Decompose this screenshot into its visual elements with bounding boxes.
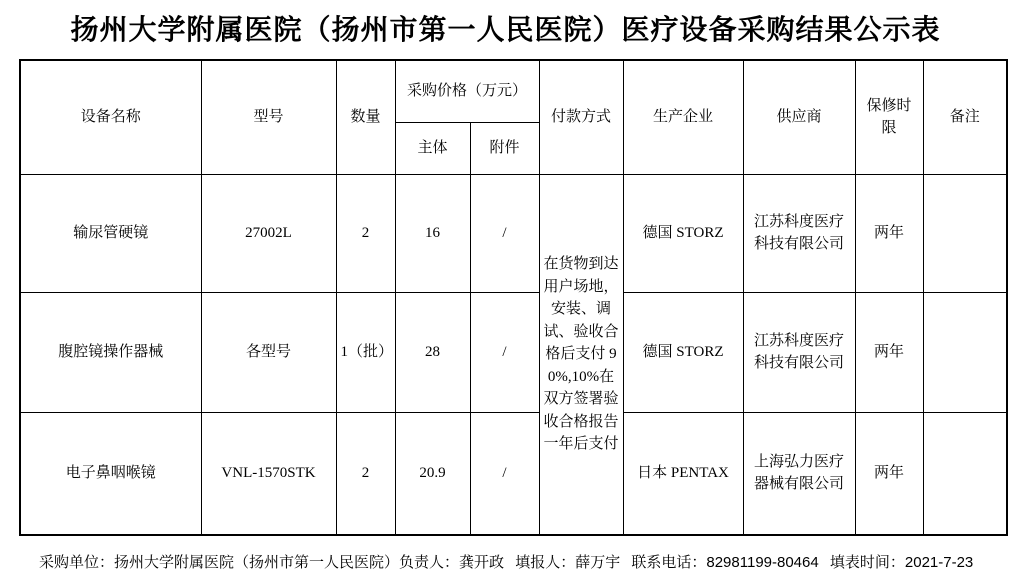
cell-model: 27002L [201,174,336,292]
cell-manufacturer: 日本 PENTAX [623,412,743,535]
header-price-accessory: 附件 [470,122,539,174]
cell-price-main: 28 [395,292,470,412]
cell-price-accessory: / [470,292,539,412]
cell-supplier: 上海弘力医疗器械有限公司 [743,412,855,535]
cell-manufacturer: 德国 STORZ [623,174,743,292]
header-supplier: 供应商 [743,60,855,174]
table-row [20,412,1007,535]
footer-date: 填表时间：2021-7-23 [829,554,974,571]
cell-price-accessory: / [470,412,539,535]
footer-phone: 联系电话：82981199-80464 [631,554,819,571]
table-row [20,292,1007,412]
cell-warranty: 两年 [855,174,923,292]
header-manufacturer: 生产企业 [623,60,743,174]
cell-supplier: 江苏科度医疗科技有限公司 [743,292,855,412]
cell-quantity: 2 [336,412,395,535]
cell-warranty: 两年 [855,292,923,412]
header-remarks: 备注 [923,60,1007,174]
cell-manufacturer: 德国 STORZ [623,292,743,412]
cell-price-main: 16 [395,174,470,292]
cell-device: 输尿管硬镜 [20,174,201,292]
table-row [20,174,1007,292]
header-warranty: 保修时限 [855,60,923,174]
cell-remarks [923,412,1007,535]
footer-purchasing-unit: 采购单位：扬州大学附属医院（扬州市第一人民医院）负责人：龚开政 [39,554,505,571]
header-payment: 付款方式 [539,60,623,174]
cell-warranty: 两年 [855,412,923,535]
header-price-main: 主体 [395,122,470,174]
cell-supplier: 江苏科度医疗科技有限公司 [743,174,855,292]
header-model: 型号 [201,60,336,174]
cell-payment-terms: 在货物到达用户场地，安装、调试、验收合格后支付 90%,10%在双方签署验收合格报告一年后支付 [539,174,623,535]
cell-device: 腹腔镜操作器械 [20,292,201,412]
footer-filler: 填报人：薛万宇 [515,554,621,571]
cell-quantity: 1（批） [336,292,395,412]
header-price-group: 采购价格（万元） [395,60,539,122]
cell-remarks [923,174,1007,292]
header-quantity: 数量 [336,60,395,174]
cell-quantity: 2 [336,174,395,292]
header-device: 设备名称 [20,60,201,174]
cell-price-accessory: / [470,174,539,292]
footer-info-line [39,553,1011,573]
cell-price-main: 20.9 [395,412,470,535]
cell-model: 各型号 [201,292,336,412]
cell-remarks [923,292,1007,412]
cell-device: 电子鼻咽喉镜 [20,412,201,535]
cell-model: VNL-1570STK [201,412,336,535]
procurement-results-table [19,59,1008,536]
header-row-top [20,60,1007,122]
page-title: 扬州大学附属医院（扬州市第一人民医院）医疗设备采购结果公示表 [70,14,941,45]
